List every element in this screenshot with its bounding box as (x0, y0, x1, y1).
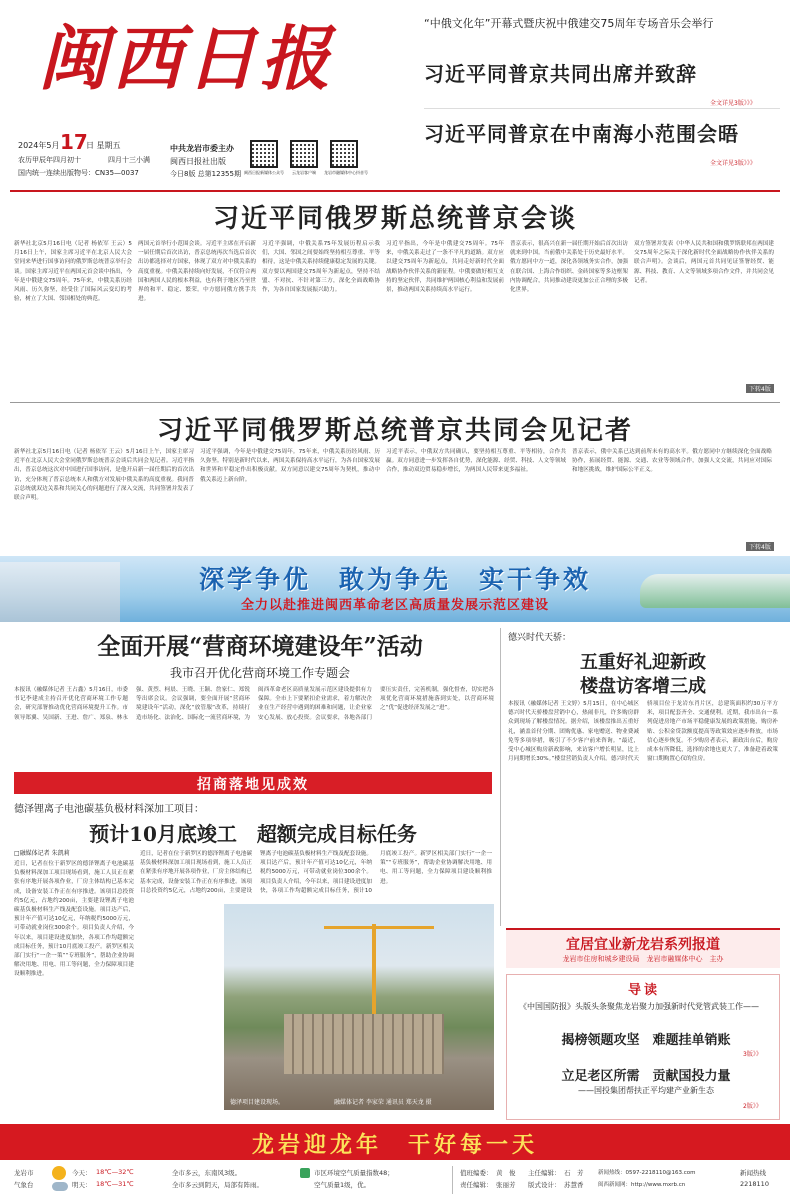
top-headline-1[interactable]: 习近平同普京共同出席并致辞 (424, 62, 697, 86)
tomorrow-label: 明天： (72, 1181, 92, 1189)
sun-icon (52, 1166, 66, 1180)
footer-divider (452, 1166, 453, 1194)
series-subtitle: 龙岩市住房和城乡建设局 龙岩市融媒体中心 主办 (562, 955, 724, 963)
hotline-label: 新闻热线 (740, 1169, 766, 1177)
top-kicker[interactable]: “中俄文化年”开幕式暨庆祝中俄建交75周年专场音乐会举行 (424, 17, 714, 30)
story1-rule (10, 402, 780, 403)
tomorrow-temp: 18℃—31℃ (96, 1180, 134, 1188)
story3-subhead: 我市召开优化营商环境工作专题会 (169, 666, 350, 680)
photo-crane-arm (324, 926, 434, 929)
masthead (0, 0, 790, 200)
top-divider (424, 108, 780, 109)
sponsor: 中共龙岩市委主办 (170, 144, 234, 153)
date-year: 2024年5月 (18, 141, 60, 150)
cloud-icon (52, 1182, 68, 1191)
story2-headline[interactable]: 习近平同俄罗斯总统普京共同会见记者 (156, 416, 633, 446)
series-title[interactable]: 宜居宜业新龙岩系列报道 (566, 937, 720, 953)
story1-continued[interactable]: 下转4版 (746, 384, 774, 393)
guide-item1-page[interactable]: 3版》》 (743, 1051, 762, 1058)
investment-byline: □融媒体记者 朱凯莉 (14, 850, 70, 857)
footer (0, 1162, 790, 1200)
investment-section-bar (14, 772, 492, 794)
website[interactable]: 闽西新闻网：http://www.mxrb.cn (598, 1182, 686, 1188)
today-temp: 18℃—32℃ (96, 1168, 134, 1176)
story1-col-5: 普京表示，很高兴在新一届任期开始后首次出访就来到中国。当前俄中关系处于历史最好水平。俄方愿同中方一道，深化各领域务实合作，加强在联合国、上海合作组织、金砖国家等多边框架内协调配合，共同推动建设更加公正合理的多极化世界。 (510, 241, 628, 294)
qr-code-3[interactable] (330, 140, 358, 168)
qr-label-1: 闽西日报新媒体公众号 (244, 170, 284, 175)
qr-label-3: 龙岩市融媒体中心抖音号 (324, 170, 368, 175)
photo-caption-1: 德泽项目建设现场。 (230, 1099, 285, 1106)
date-day: 17 (60, 130, 88, 154)
slogan-bar (0, 1124, 790, 1160)
date-weekday: 日 星期五 (86, 141, 121, 150)
editor-label: 值班编委： (460, 1169, 493, 1177)
publisher: 闽西日报社出版 (170, 157, 226, 166)
story1-col-4: 习近平指出，今年是中俄建交75周年。75年来，中俄关系走过了一条不平凡的道路。双方应以建交75周年为新起点，共同走好新时代全面战略协作伙伴关系的新征程。中俄要做好相互支持的坚定伙伴，共同维护两国核心利益和发展前景，推动两国关系持续高水平运行。 (386, 241, 504, 294)
column-divider (500, 628, 501, 926)
investment-kicker: 德泽锂离子电池碳基负极材料深加工项目： (14, 804, 204, 815)
guide-item1-headline[interactable]: 揭榜领题攻坚 难题挂单销账 (561, 1033, 731, 1048)
story1-col-3: 习近平强调，中俄关系75年发展历程启示我们，大国、邻国之间要始终坚持相互尊重、平等相待，这是中俄关系持续健康稳定发展的关键。双方要以两国建交75周年为新起点，坚持不结盟、不对抗、不针对第三方，深化全面战略协作，为各自国家发展振兴助力。 (262, 241, 380, 294)
story2-continued[interactable]: 下转4版 (746, 542, 774, 551)
banner-sub: 全力以赴推进闽西革命老区高质量发展示范区建设 (240, 598, 549, 613)
qr-code-2[interactable] (290, 140, 318, 168)
story4-headline-1[interactable]: 五重好礼迎新政 (580, 652, 706, 673)
email[interactable]: 新闻热线：0597-2218110@163.com (598, 1170, 696, 1176)
story2-col-1: 新华社北京5月16日电（记者 杨依军 王云）5月16日上午，国家主席习近平在北京人民大会堂同俄罗斯总统普京会谈后共同会见记者。习近平指出，普京总统这次对中国进行国事访问，是他开启新一届任期后的首次出访，充分体现了普京总统本人和俄方对发展中俄关系的高度重视。我同普京总统就双边关系和共同关心的问题进行了深入交流，共同签署并发表了联合声明。 (14, 449, 194, 502)
photo-caption-2: 融媒体记者 李家荣 通讯员 郑天龙 摄 (334, 1099, 432, 1106)
proof-name: 苏慧香 (564, 1181, 584, 1189)
story1-headline[interactable]: 习近平同俄罗斯总统普京会谈 (212, 204, 577, 234)
construction-photo[interactable] (224, 904, 494, 1110)
today-desc: 全市多云，东南风3级。 (172, 1169, 242, 1177)
solar-term: 四月十三小满 (108, 156, 150, 164)
qr-label-2: 云龙岩客户端 (292, 170, 316, 175)
weather-city: 龙岩市 (14, 1169, 34, 1177)
story1-col-2: 两国元首举行小范围会谈。习近平主席在开启新一届任期后首次出访，普京总统再次当选后首次出访都选择对方国家，体现了双方对中俄关系的高度重视。中俄关系持续向好发展，不仅符合两国和两国人民的根本利益，也有利于地区乃至世界的和平、稳定、繁荣。中方愿同俄方携手共进。 (138, 241, 256, 303)
banner-main: 深学争优 敢为争先 实干争效 (198, 565, 591, 594)
series-box (506, 928, 780, 968)
photo-building (284, 1014, 444, 1074)
today-label: 今天： (72, 1169, 92, 1177)
story3-headline[interactable]: 全面开展“营商环境建设年”活动 (97, 633, 423, 660)
slogan-text: 龙岩迎龙年 干好每一天 (251, 1132, 538, 1158)
hotline: 2218110 (740, 1180, 769, 1188)
lunar-date: 农历甲辰年四月初十 (18, 156, 81, 164)
story1-col-1: 新华社北京5月16日电（记者 杨依军 王云）5月16日上午，国家主席习近平在北京人民大会堂同来华进行国事访问的俄罗斯总统普京举行会谈。国家主席习近平在两国元首会谈中指出，今年是中俄建交75周年。75年来，中俄关系历经风雨、历久弥坚，经受住了国际风云变幻的考验，树立了大国、邻国相处的典范。 (14, 241, 132, 303)
weather-label: 气象台 (14, 1181, 34, 1189)
tomorrow-desc: 全市多云到阴天，局部有阵雨。 (172, 1181, 263, 1189)
story3-text: 本报讯（融媒体记者 王占鑫）5月16日，市委书记李建成主持召开优化营商环境工作专题会，研究部署推动优化营商环境提升工作。市领导郑翼、吴国新、王进、詹广、郑泉、林永强、黄烈、柯晨、王晓、王颖、詹家仁、郑锐等出席会议。会议强调，要全面开展“营商环境建设年”活动，深化“放管服”改革，持续打造市场化、法治化、国际化一流营商环境，为闽西革命老区高质量发展示范区建设提供有力保障。全市上下要紧扣企业需求，着力解决企业在生产经营中遇到的困难和问题，让企业家安心发展、放心投资。会议要求，各地各部门要压实责任，完善机制，强化督查，切实把各项优化营商环境措施落到实处，以营商环境之“优”促进经济发展之“进”。 (14, 687, 494, 721)
banner (0, 556, 790, 622)
top-headline-2[interactable]: 习近平同普京在中南海小范围会晤 (424, 122, 739, 146)
top-jump-1[interactable]: 全文详见3版》》》 (710, 100, 756, 107)
story2-col-3: 习近平表示，中俄双方共同确认，要坚持相互尊重、平等相待，合作共赢。双方同意进一步发挥各自优势，深化能源、经贸、科技、人文等领域合作，推动双边贸易稳步增长，为两国人民带来更多福祉。 (386, 449, 566, 474)
proof-label: 版式设计： (528, 1181, 561, 1189)
guide-item2-sub: ——国投集团帮扶正平均建产业新生态 (578, 1086, 714, 1095)
top-jump-2[interactable]: 全文详见3版》》》 (710, 160, 756, 167)
editor2-label: 责任编辑： (460, 1181, 493, 1189)
guide-item2-headline[interactable]: 立足老区所需 贡献国投力量 (561, 1069, 731, 1084)
editor-name: 黄 俊 (496, 1169, 516, 1177)
story4-headline-2[interactable]: 楼盘访客增三成 (580, 676, 706, 697)
newspaper-logo: 闽西日报 (38, 17, 334, 100)
guide-box (506, 974, 780, 1120)
investment-headline[interactable]: 预计10月底竣工 超额完成目标任务 (89, 822, 417, 846)
investment-section-title: 招商落地见成效 (197, 777, 309, 793)
chief-name: 石 芳 (564, 1169, 584, 1177)
story4-text: 本报讯（融媒体记者 王文婷）5月15日，在中心城区德兴时代天骄楼盘营销中心，热闹非凡，许多购房群众到现场了解楼盘情况。据介绍，该楼盘推出五重好礼，涵盖首付分期、团购优惠、家电赠送、物业费减免等多项举措，吸引了不少客户前来咨询。“最近，受中心城区购房新政影响，来访客户增长明显，比上月同期增长30%。”楼盘营销负责人介绍。德兴时代天骄项目位于龙岩东肖片区，总建筑面积约30万平方米，项目配套齐全、交通便利。近期，我市出台一系列促进房地产市场平稳健康发展的政策措施，购房补贴、公积金贷款额度提高等政策效应逐步释放，市场信心逐步恢复。不少购房者表示，新政出台后，购房成本有所降低，选择的余地也更大了，准备趁着政策窗口期购置心仪的住房。 (508, 701, 778, 763)
guide-title: 导读 (627, 983, 660, 998)
story1-col-6: 双方签署并发表《中华人民共和国和俄罗斯联邦在两国建交75周年之际关于深化新时代全面战略协作伙伴关系的联合声明》。会谈后，两国元首共同见证签署经贸、能源、科技、教育、人文等领域多项合作文件，并共同会见记者。 (634, 241, 774, 284)
air-quality-1: 市区环境空气质量指数48； (314, 1169, 394, 1177)
guide-item1-kicker[interactable]: 《中国国防报》头版头条聚焦龙岩聚力加强新时代党管武装工作—— (519, 1002, 759, 1011)
air-icon (300, 1168, 310, 1178)
masthead-rule (10, 190, 780, 192)
chief-label: 主任编辑： (528, 1169, 561, 1177)
story4-kicker: 德兴时代天骄： (508, 633, 572, 643)
investment-text-right: 近日，记者在位于新罗区的德泽锂离子电池碳基负极材料深加工项目现场看到，施工人员正在紧张有序地开展各项作业，厂房主体结构已基本完成，设备安装工作正在有序推进。该项目总投资约5亿元，占地约200亩，主要建设锂离子电池碳基负极材料生产线及配套设施。项目达产后，预计年产值可达10亿元，年纳税约5000万元，可带动就业岗位300余个。项目负责人介绍，今年以来，项目建设进度加快，各项工作均超额完成目标任务，预计10月底竣工投产。新罗区相关部门实行“一企一策”“专班服务”，帮助企业协调解决用地、用电、用工等问题，全力保障项目建设顺利推进。 (140, 851, 492, 894)
editor2-name: 张丽芳 (496, 1181, 516, 1189)
investment-text-left: 近日，记者在位于新罗区的德泽锂离子电池碳基负极材料深加工项目现场看到，施工人员正在紧张有序地开展各项作业，厂房主体结构已基本完成，设备安装工作正在有序推进。该项目总投资约5亿元，占地约200亩，主要建设锂离子电池碳基负极材料生产线及配套设施。项目达产后，预计年产值可达10亿元，年纳税约5000万元，可带动就业岗位300余个。项目负责人介绍，今年以来，项目建设进度加快，各项工作均超额完成目标任务，预计10月底竣工投产。新罗区相关部门实行“一企一策”“专班服务”，帮助企业协调解决用地、用电、用工等问题，全力保障项目建设顺利推进。 (14, 861, 134, 978)
story2-col-4: 普京表示，俄中关系已达到前所未有的高水平。俄方愿同中方继续深化全面战略协作，拓展经贸、能源、交通、农业等领域合作，加强人文交流，共同应对国际和地区挑战，维护国际公平正义。 (572, 449, 772, 474)
page-count: 今日8版 总第12355期 (170, 170, 241, 178)
air-quality-2: 空气质量1级，优。 (314, 1181, 371, 1189)
qr-code-1[interactable] (250, 140, 278, 168)
cn-number: 国内统一连续出版物号：CN35—0037 (18, 169, 139, 177)
story2-col-2: 习近平强调，今年是中俄建交75周年。75年来，中俄关系历经风雨、历久弥坚。特别是新时代以来，两国关系保持高水平运行，为各自国家发展和世界和平稳定作出积极贡献。双方同意以建交75周年为契机，推动中俄关系迈上新台阶。 (200, 449, 380, 483)
guide-item2-page[interactable]: 2版》》 (743, 1103, 762, 1110)
